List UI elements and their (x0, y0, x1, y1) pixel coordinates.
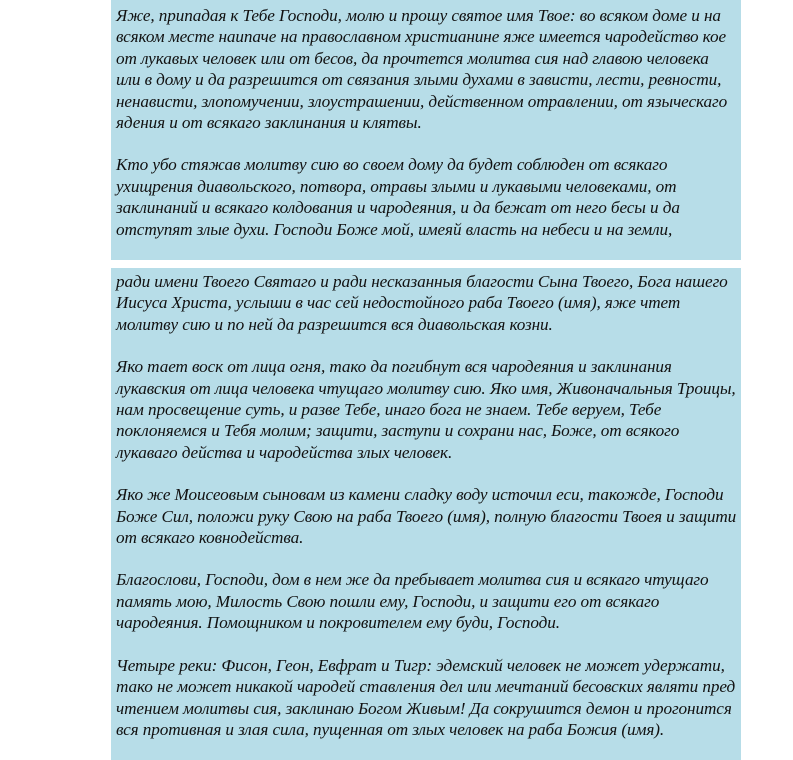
text-block-bottom (111, 268, 741, 760)
paragraph-1: Яже, припадая к Тебе Господи, молю и прошу святое имя Твое: во всяком доме и на всяком месте наипаче на православном христианине яже имеется чародейство кое от лукавых человек или от бесов, да прочтется молитва сия над главою человека или в дому и да разрешится от связания злыми духами в зависти, лести, ревности, ненависти, злопомучении, злоустрашении, действенном отравлении, от языческаго ядения и от всякаго заклинания и клятвы. (116, 6, 728, 133)
text-block-top (111, 0, 741, 260)
paragraph-2: Кто убо стяжав молитву сию во своем дому да будет соблюден от всякаго ухищрения диавольского, потвора, отравы злыми и лукавыми человеками, от заклинаний и всякаго колдования и чародеяния, и да бежат от него бесы и да отступят злые духи. Господи Боже мой, имеяй власть на небеси и на земли, (116, 155, 680, 239)
paragraph-7: Четыре реки: Фисон, Геон, Евфрат и Тигр: эдемский человек не может удержати, тако не может никакой чародей ставления дел или мечтаний бесовских являти пред чтением молитвы сия, заклинаю Богом Живым! Да сокрушится демон и прогонится вся противная и злая сила, пущенная от злых человек на раба Божия (имя). (116, 655, 736, 739)
paragraph-4: Яко тает воск от лица огня, тако да погибнут вся чародеяния и заклинания лукавския от лица человека чтущаго молитву сию. Яко имя, Живоначальныя Троицы, нам просвещение суть, и разве Тебе, инаго бога не знаем. Тебе веруем, Тебе поклоняемся и Тебя молим; защити, заступи и сохрани нас, Боже, от всякого лукаваго действа и чародейства злых человек. (116, 357, 736, 462)
paragraph-3: ради имени Твоего Святаго и ради несказанныя благости Сына Твоего, Бога нашего Иисуса Христа, услыши в час сей недостойного раба Твоего (имя), яже чтет молитву сию и по ней да разрешится вся диавольская козни. (116, 272, 728, 334)
paragraph-6: Благослови, Господи, дом в нем же да пребывает молитва сия и всякаго чтущаго память мою, Милость Свою пошли ему, Господи, и защити его от всякаго чародеяния. Помощником и покровителем ему буди, Господи. (116, 570, 709, 633)
paragraph-5: Яко же Моисеовым сыновам из камени сладку воду источил еси, такожде, Господи Боже Сил, положи руку Свою на раба Твоего (имя), полную благости Твоея и защити от всякаго ковнодейства. (116, 485, 737, 548)
